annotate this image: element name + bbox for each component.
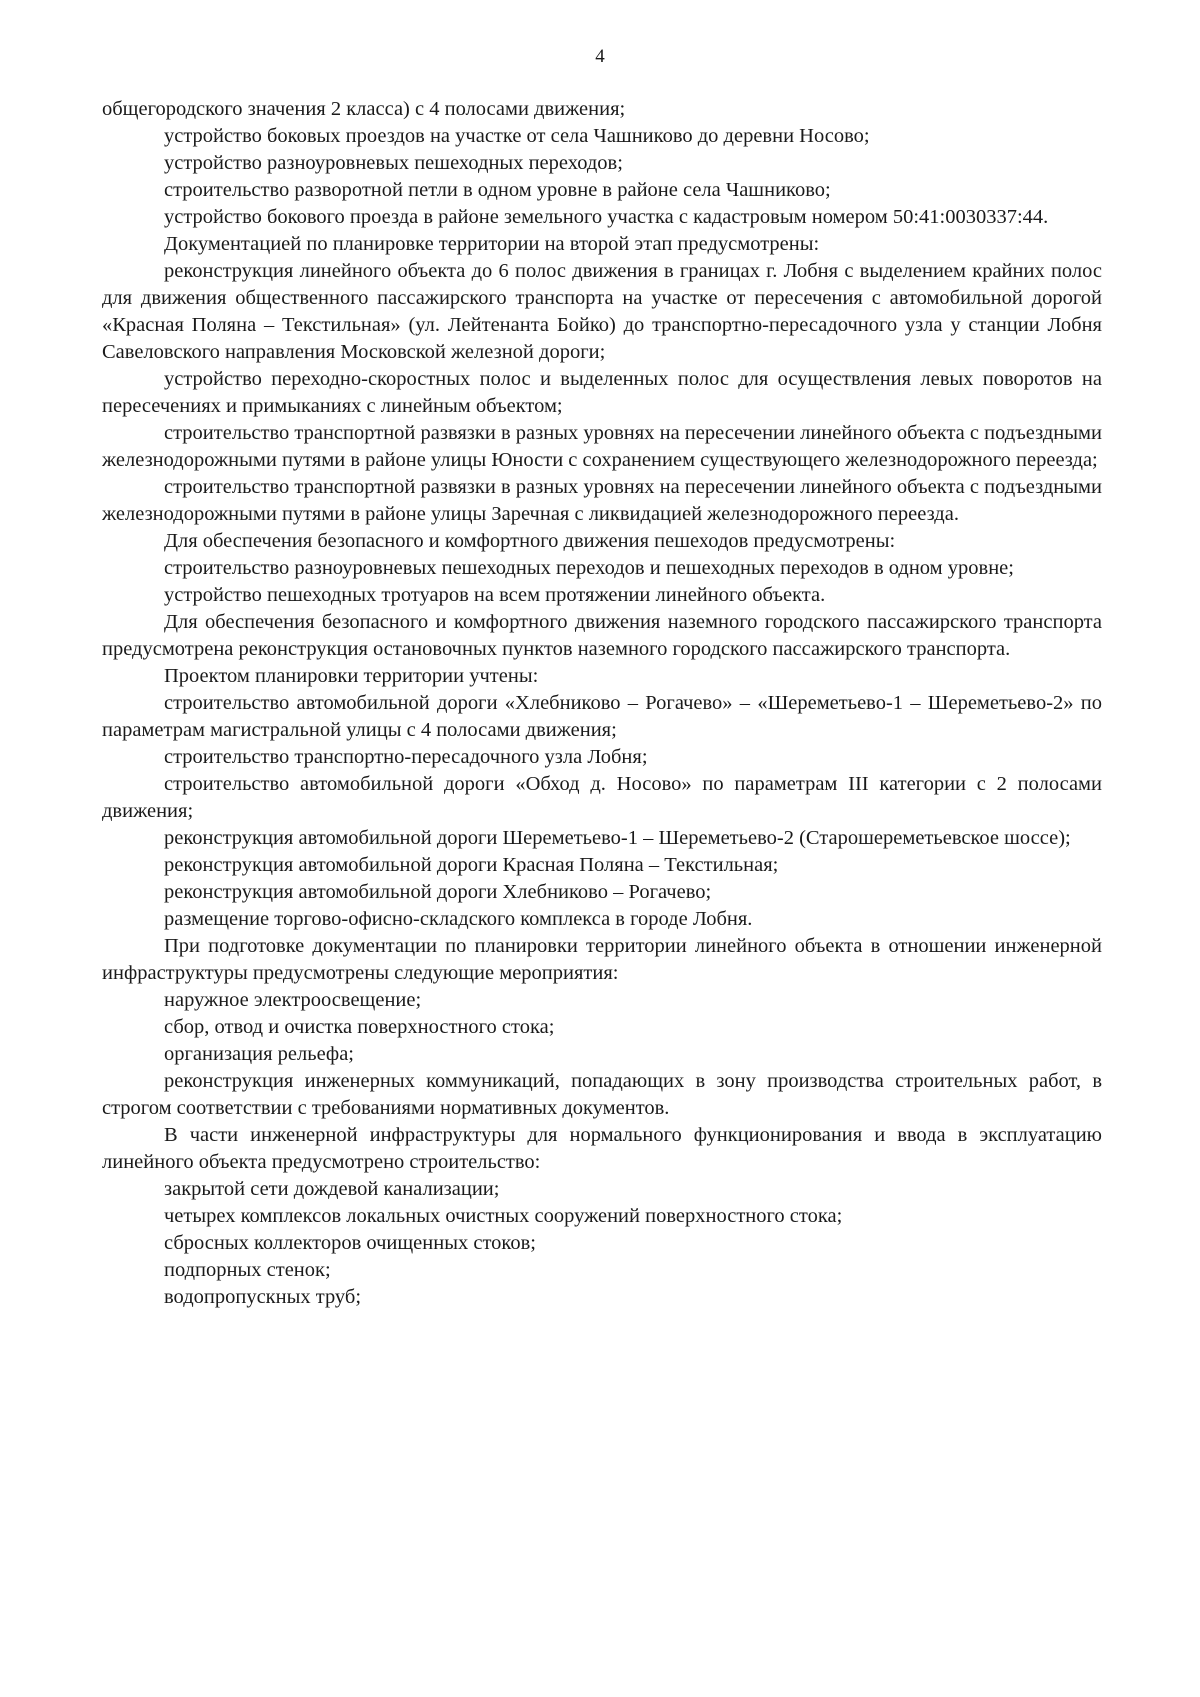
paragraph: размещение торгово-офисно-складского комплекса в городе Лобня. <box>164 908 753 930</box>
document-body <box>102 96 1102 1311</box>
paragraph: сбросных коллекторов очищенных стоков; <box>164 1232 536 1254</box>
paragraph: строительство транспортной развязки в разных уровнях на пересечении линейного объекта с подъездными железнодорожными путями в районе улицы Юности с сохранением существующего железнодорожного переезда; <box>102 422 1102 471</box>
paragraph: Для обеспечения безопасного и комфортного движения пешеходов предусмотрены: <box>164 530 896 552</box>
paragraph: строительство транспортно-пересадочного узла Лобня; <box>164 746 648 768</box>
paragraph: строительство автомобильной дороги «Обход д. Носово» по параметрам III категории с 2 полосами движения; <box>102 773 1102 822</box>
paragraph: подпорных стенок; <box>164 1259 331 1281</box>
paragraph: водопропускных труб; <box>164 1286 362 1308</box>
paragraph: устройство разноуровневых пешеходных переходов; <box>164 152 623 174</box>
paragraph: строительство автомобильной дороги «Хлебниково – Рогачево» – «Шереметьево-1 – Шереметьево-2» по параметрам магистральной улицы с 4 полосами движения; <box>102 692 1102 741</box>
paragraph: устройство боковых проездов на участке от села Чашниково до деревни Носово; <box>164 125 870 147</box>
page-number: 4 <box>595 46 605 67</box>
paragraph: реконструкция инженерных коммуникаций, попадающих в зону производства строительных работ, в строгом соответствии с требованиями нормативных документов. <box>102 1070 1102 1119</box>
paragraph: устройство переходно-скоростных полос и выделенных полос для осуществления левых поворотов на пересечениях и примыканиях с линейным объектом; <box>102 368 1102 417</box>
paragraph: строительство разворотной петли в одном уровне в районе села Чашниково; <box>164 179 831 201</box>
paragraph: Проектом планировки территории учтены: <box>164 665 539 687</box>
paragraph: реконструкция автомобильной дороги Хлебниково – Рогачево; <box>164 881 712 903</box>
paragraph: При подготовке документации по планировки территории линейного объекта в отношении инженерной инфраструктуры предусмотрены следующие мероприятия: <box>102 935 1102 984</box>
paragraph: Для обеспечения безопасного и комфортного движения наземного городского пассажирского транспорта предусмотрена реконструкция остановочных пунктов наземного городского пассажирского транспорта. <box>102 611 1102 660</box>
paragraph: реконструкция автомобильной дороги Красная Поляна – Текстильная; <box>164 854 779 876</box>
paragraph: реконструкция автомобильной дороги Шереметьево-1 – Шереметьево-2 (Старошереметьевское шоссе); <box>164 827 1071 849</box>
paragraph: общегородского значения 2 класса) с 4 полосами движения; <box>102 98 626 120</box>
paragraph: четырех комплексов локальных очистных сооружений поверхностного стока; <box>164 1205 843 1227</box>
paragraph: организация рельефа; <box>164 1043 354 1065</box>
paragraph: наружное электроосвещение; <box>164 989 422 1011</box>
paragraph: закрытой сети дождевой канализации; <box>164 1178 500 1200</box>
paragraph: устройство бокового проезда в районе земельного участка с кадастровым номером 50:41:0030337:44. <box>164 206 1049 228</box>
paragraph: Документацией по планировке территории на второй этап предусмотрены: <box>164 233 820 255</box>
paragraph: строительство разноуровневых пешеходных переходов и пешеходных переходов в одном уровне; <box>164 557 1014 579</box>
paragraph: реконструкция линейного объекта до 6 полос движения в границах г. Лобня с выделением крайних полос для движения общественного пассажирского транспорта на участке от пересечения с автомобильной дорогой «Красная Поляна – Текстильная» (ул. Лейтенанта Бойко) до транспортно-пересадочного узла у станции Лобня Савеловского направления Московской железной дороги; <box>102 260 1102 363</box>
paragraph: строительство транспортной развязки в разных уровнях на пересечении линейного объекта с подъездными железнодорожными путями в районе улицы Заречная с ликвидацией железнодорожного переезда. <box>102 476 1102 525</box>
paragraph: сбор, отвод и очистка поверхностного стока; <box>164 1016 555 1038</box>
paragraph: устройство пешеходных тротуаров на всем протяжении линейного объекта. <box>164 584 826 606</box>
paragraph: В части инженерной инфраструктуры для нормального функционирования и ввода в эксплуатацию линейного объекта предусмотрено строительство: <box>102 1124 1102 1173</box>
